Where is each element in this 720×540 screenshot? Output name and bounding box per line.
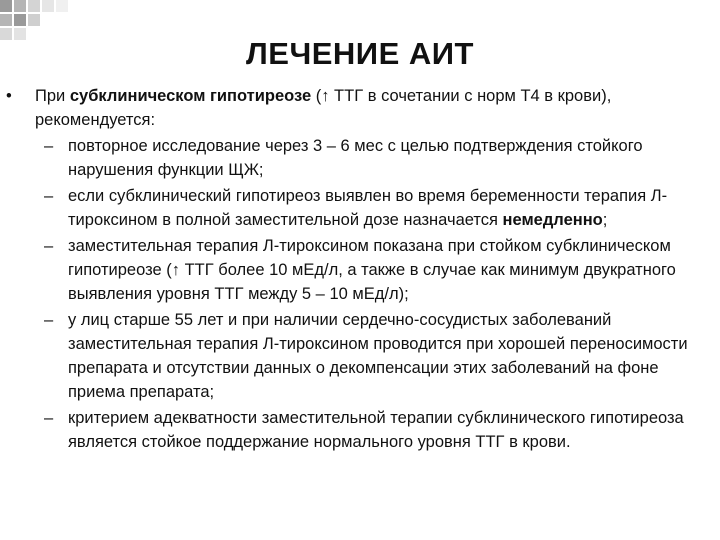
list-item (6, 308, 712, 404)
list-item-text: если субклинический гипотиреоз выявлен во время беременности терапия Л-тироксином в полной заместительной дозе назначается (68, 187, 668, 229)
list-item (6, 134, 712, 182)
bullet-intro (6, 84, 712, 132)
list-item-text: критерием адекватности заместительной терапии субклинического гипотиреоза является стойкое поддержание нормального уровня ТТГ в крови. (68, 409, 684, 451)
dash-mark: – (44, 137, 54, 155)
list-item-text: заместительная терапия Л-тироксином показана при стойком субклиническом гипотиреозе (↑ ТТГ более 10 мЕд/л, а также в случае как минимум двукратного выявления уровня ТТГ между 5 – 10 мЕд/л); (68, 237, 676, 303)
list-item-suffix: ; (602, 211, 608, 229)
intro-suffix: (↑ ТТГ в сочетании с норм Т4 в крови), рекомендуется: (35, 87, 612, 129)
list-item (6, 184, 712, 232)
bullet-mark: • (6, 87, 12, 105)
list-item-text: у лиц старше 55 лет и при наличии сердечно-сосудистых заболеваний заместительная терапия Л-тироксином проводится при хорошей переносимости препарата и отсутствии данных о декомпенсации этих заболеваний на фоне приема препарата; (68, 311, 688, 401)
list-item-text: повторное исследование через 3 – 6 мес с целью подтверждения стойкого нарушения функции ЩЖ; (68, 137, 643, 179)
intro-prefix: При (35, 87, 70, 105)
intro-emphasis: субклиническом гипотиреозе (69, 87, 312, 105)
dash-mark: – (44, 409, 54, 427)
list-item-emphasis: немедленно (502, 211, 603, 229)
dash-mark: – (44, 187, 54, 205)
dash-mark: – (44, 311, 54, 329)
slide-title: ЛЕЧЕНИЕ АИТ (246, 36, 474, 71)
list-item (6, 234, 712, 306)
dash-mark: – (44, 237, 54, 255)
slide-body (6, 84, 712, 454)
list-item (6, 406, 712, 454)
corner-decoration (0, 0, 140, 48)
